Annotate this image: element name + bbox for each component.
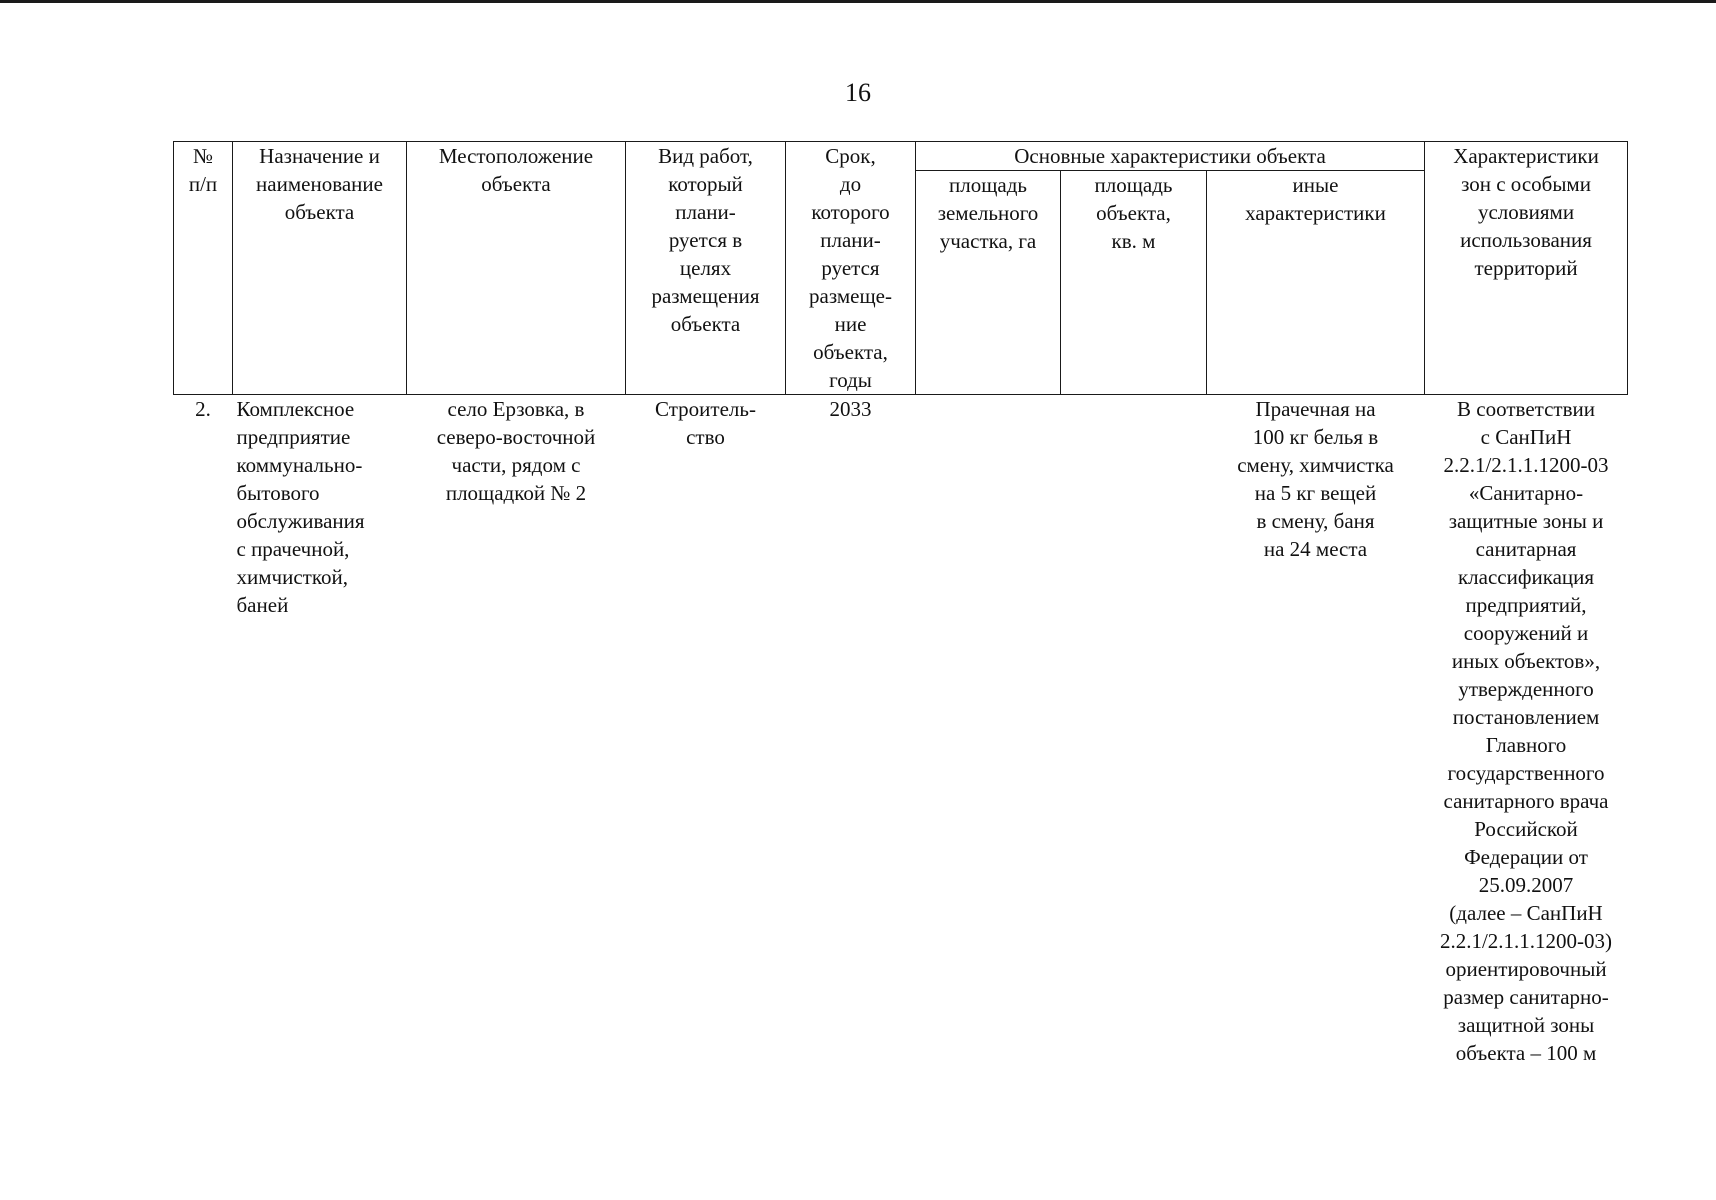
header-zones: Характеристики зон с особыми условиями использования территорий <box>1425 142 1628 395</box>
objects-table <box>173 141 1628 1067</box>
header-work-type: Вид работ, который плани- руется в целях размещения объекта <box>626 142 786 395</box>
cell-work-type: Строитель- ство <box>655 397 756 449</box>
page-number: 16 <box>845 78 871 107</box>
cell-location: село Ерзовка, в северо-восточной части, рядом с площадкой № 2 <box>436 397 596 505</box>
header-num: № п/п <box>174 142 233 395</box>
header-object-area: площадь объекта, кв. м <box>1061 171 1207 395</box>
cell-name: Комплексное предприятие коммунально- бытового обслуживания с прачечной, химчисткой, баней <box>236 397 365 617</box>
header-location: Местоположение объекта <box>407 142 626 395</box>
cell-object-area <box>1061 395 1207 1068</box>
header-main-characteristics: Основные характеристики объекта <box>916 142 1425 171</box>
cell-other-characteristics: Прачечная на 100 кг белья в смену, химчистка на 5 кг вещей в смену, баня на 24 места <box>1237 397 1394 561</box>
header-land-area: площадь земельного участка, га <box>916 171 1061 395</box>
header-name: Назначение и наименование объекта <box>233 142 407 395</box>
top-border-line <box>0 0 1716 3</box>
header-term: Срок, до которого плани- руется размеще- ние объекта, годы <box>786 142 916 395</box>
cell-zones: В соответствии с СанПиН 2.2.1/2.1.1.1200-03 «Санитарно- защитные зоны и санитарная классификация предприятий, сооружений и иных объектов», утвержденного постановлением Главного государственного санитарного врача Российской Федерации от 25.09.2007 (далее – СанПиН 2.2.1/2.1.1.1200-03) ориентировочный размер санитарно- защитной зоны объекта – 100 м <box>1439 397 1613 1065</box>
table-row <box>174 395 1628 1068</box>
cell-term: 2033 <box>829 397 872 421</box>
table-header-row <box>174 142 1628 171</box>
header-other-characteristics: иные характеристики <box>1207 171 1425 395</box>
cell-land-area <box>916 395 1061 1068</box>
cell-num: 2. <box>195 397 211 421</box>
